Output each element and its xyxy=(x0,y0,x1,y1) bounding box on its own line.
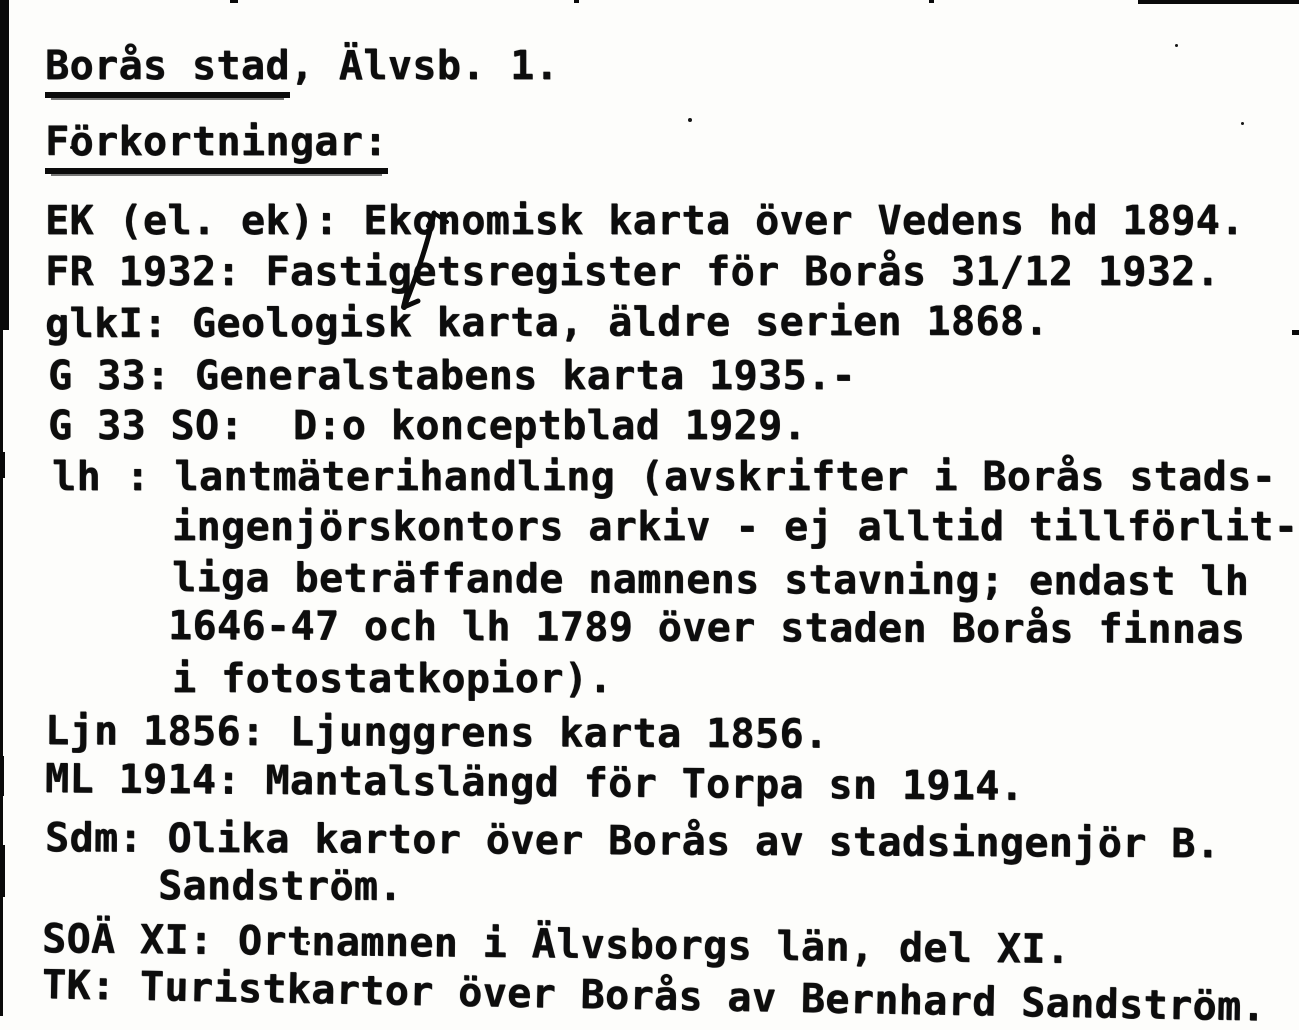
abbrev-line-soa-xi: SOÄ XI: Ortnamnen i Älvsborgs län, del XI. xyxy=(41,916,1071,973)
abbrev-line-ml-1914: ML 1914: Mantalslängd för Torpa sn 1914. xyxy=(44,756,1025,810)
scan-edge-top-right xyxy=(1138,0,1299,4)
abbrev-line-sdm-cont: Sandström. xyxy=(157,863,403,910)
abbrev-line-lh-cont-1: ingenjörskontors arkiv - ej alltid tillförlit- xyxy=(172,504,1299,550)
scan-edge-blob xyxy=(0,756,4,796)
abbrev-line-tk: TK: Turistkartor över Borås av Bernhard Sandström. xyxy=(41,962,1267,1030)
abbrev-line-lh-cont-4: i fotostatkopior). xyxy=(172,656,613,702)
scan-edge-blob xyxy=(0,452,5,478)
abbrev-line-glki: glkI: Geologisk karta, äldre serien 1868. xyxy=(44,298,1049,347)
abbrev-line-ek: EK (el. ek): Ekonomisk karta över Vedens hd 1894. xyxy=(45,198,1245,244)
abbrev-line-lh: lh : lantmäterihandling (avskrifter i Borås stads- xyxy=(52,454,1277,500)
abbrev-line-sdm: Sdm: Olika kartor över Borås av stadsingenjör B. xyxy=(44,815,1221,868)
abbrev-line-g33: G 33: Generalstabens karta 1935.- xyxy=(48,353,856,399)
scan-edge-left-top xyxy=(0,0,9,330)
fr-line-corrected-char: e xyxy=(412,249,437,295)
ink-speck xyxy=(688,118,692,122)
section-heading-text: Förkortningar: xyxy=(45,119,388,174)
scan-speck xyxy=(230,0,238,3)
abbrev-line-fr-1932 xyxy=(45,250,1220,294)
scan-speck xyxy=(1292,330,1299,335)
abbrev-line-ljn: Ljn 1856: Ljunggrens karta 1856. xyxy=(44,708,829,758)
fr-line-pre: FR 1932: Fastig xyxy=(45,249,413,295)
ink-speck xyxy=(1175,44,1178,47)
abbrev-line-g33-so: G 33 SO: D:o konceptblad 1929. xyxy=(48,403,807,449)
abbrev-line-lh-cont-3: 1646-47 och lh 1789 över staden Borås finnas xyxy=(167,603,1246,653)
scan-speck xyxy=(929,0,934,3)
scan-edge-blob xyxy=(0,935,3,965)
scan-edge-blob xyxy=(0,845,5,897)
abbrev-line-lh-cont-2: liga beträffande namnens stavning; endast lh xyxy=(171,555,1250,605)
section-heading xyxy=(45,120,388,164)
ink-speck xyxy=(1241,122,1244,125)
scan-speck xyxy=(574,0,579,3)
fr-line-post: tsregister för Borås 31/12 1932. xyxy=(436,249,1221,295)
handwritten-insertion-stroke xyxy=(388,203,452,321)
page-title-underlined: Borås stad xyxy=(45,43,290,98)
page-title xyxy=(45,44,559,88)
page-title-suffix: , Älvsb. 1. xyxy=(289,43,560,89)
